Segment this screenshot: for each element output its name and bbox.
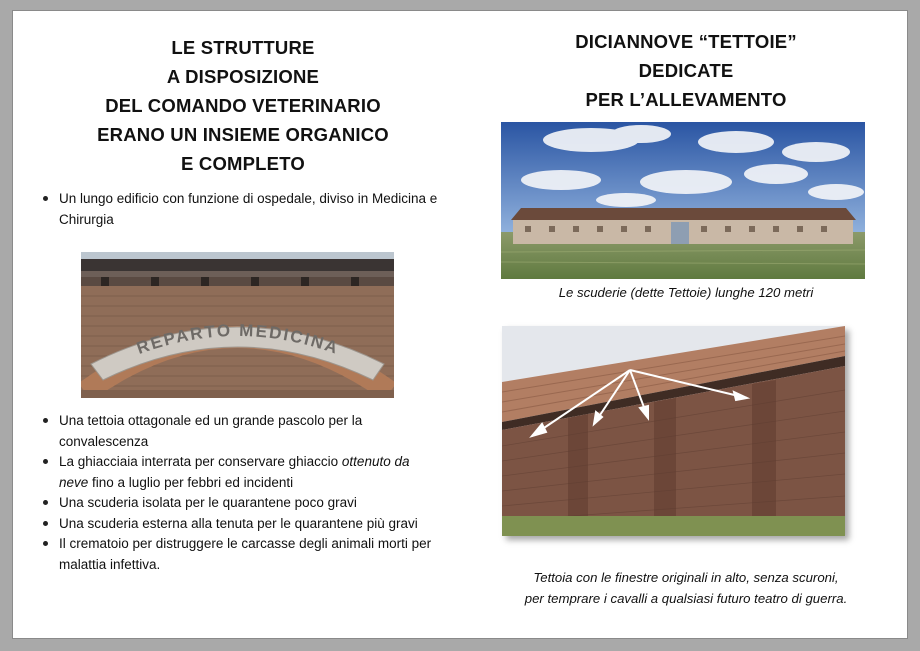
left-heading-line: ERANO UN INSIEME ORGANICO (97, 124, 389, 145)
arch-inscription-text: REPARTO MEDICINA (134, 320, 342, 359)
wall-caption-line: per temprare i cavalli a qualsiasi futuro teatro di guerra. (524, 590, 848, 606)
left-heading-line: LE STRUTTURE (171, 37, 315, 58)
stable-photo-drawing (501, 122, 865, 279)
wall-photo (502, 326, 845, 536)
bullet-item: Una scuderia isolata per le quarantene poco gravi (21, 493, 441, 514)
right-heading-line: DEDICATE (638, 60, 734, 81)
bullet-text: fino a luglio per febbri ed incidenti (88, 474, 294, 490)
right-heading-line: DICIANNOVE “TETTOIE” (575, 31, 797, 52)
right-column (463, 11, 909, 638)
bullet-item (21, 452, 441, 493)
bullet-item: Un lungo edificio con funzione di ospedale, diviso in Medicina e Chirurgia (21, 189, 441, 230)
arch-photo-drawing (81, 252, 394, 398)
stable-photo (501, 122, 865, 279)
wall-caption (463, 568, 909, 609)
left-heading-line: DEL COMANDO VETERINARIO (105, 95, 381, 116)
wall-caption-line: Tettoia con le finestre originali in alto, senza scuroni, (533, 570, 839, 585)
right-heading-line: PER L’ALLEVAMENTO (585, 89, 787, 110)
stable-caption: Le scuderie (dette Tettoie) lunghe 120 metri (558, 285, 814, 300)
left-heading (33, 33, 453, 178)
left-heading-line: A DISPOSIZIONE (166, 66, 320, 87)
bullet-item: Il crematoio per distruggere le carcasse degli animali morti per malattia infettiva. (21, 534, 441, 575)
bullet-list-bottom (21, 411, 441, 575)
arch-inscription-photo (81, 252, 394, 398)
bullet-text: La ghiacciaia interrata per conservare ghiaccio (59, 454, 342, 469)
bullet-list-top (21, 189, 441, 230)
right-heading (463, 27, 909, 114)
bullet-text-italic: ottenuto da neve (59, 454, 410, 490)
document-page (12, 10, 908, 639)
left-heading-line: E COMPLETO (181, 153, 305, 174)
left-column (13, 11, 463, 638)
bullet-item: Una scuderia esterna alla tenuta per le quarantene più gravi (21, 514, 441, 535)
wall-photo-drawing (502, 326, 845, 536)
bullet-item: Una tettoia ottagonale ed un grande pascolo per la convalescenza (21, 411, 441, 452)
